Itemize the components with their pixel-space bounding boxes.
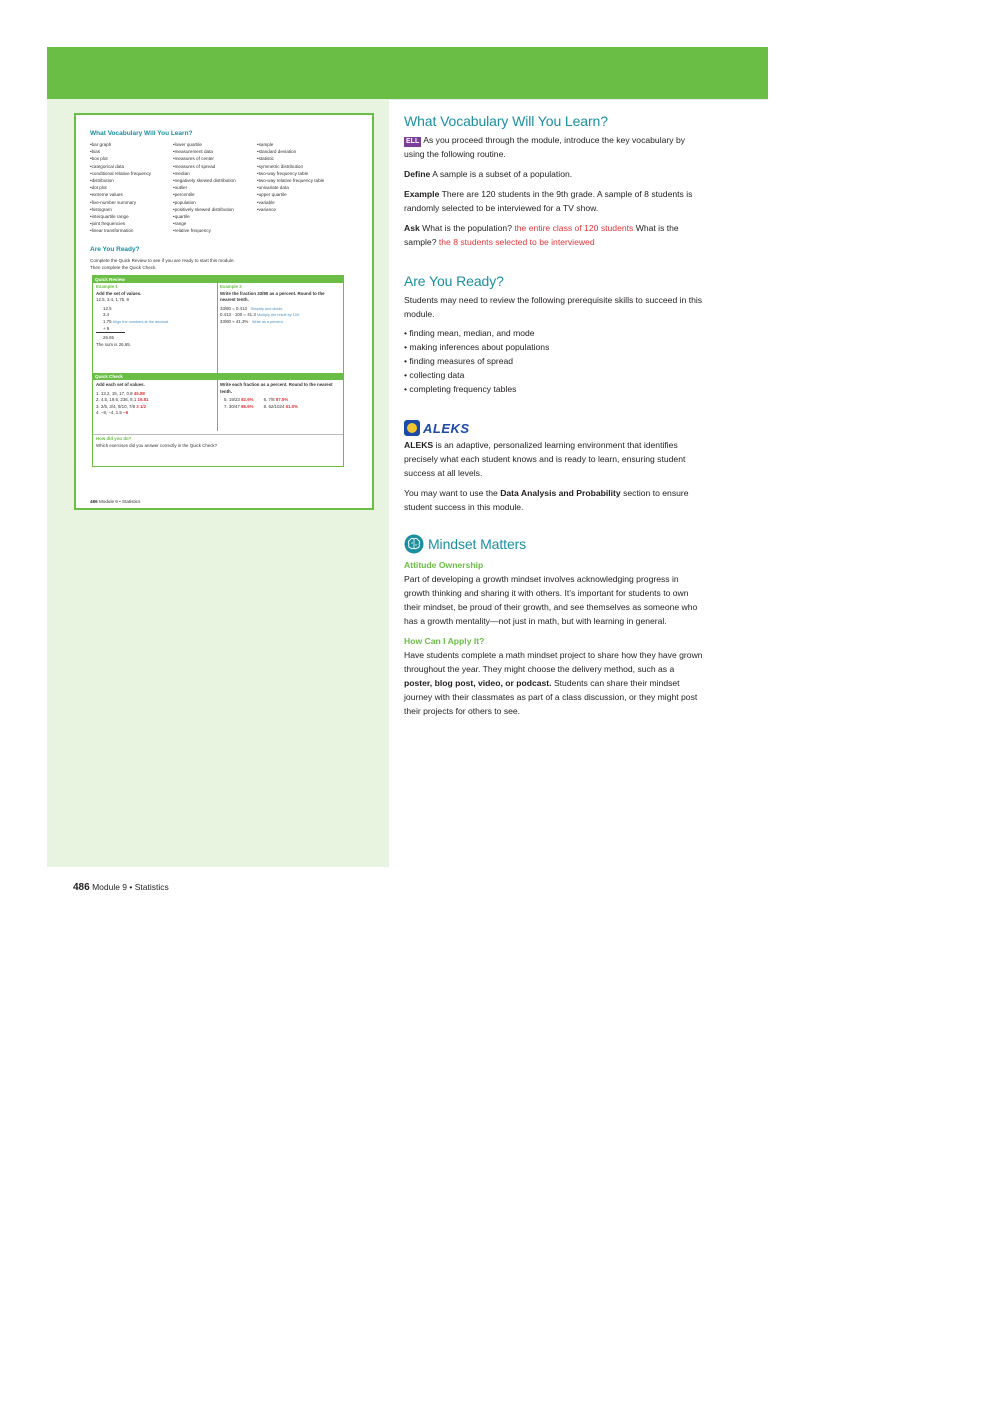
ask-answer: the 8 students selected to be interviewed xyxy=(438,237,595,247)
example-text: There are 120 students in the 9th grade. A sample of 8 students is randomly selected to be interviewed for a TV show. xyxy=(404,189,693,213)
mindset-text: Students can share their mindset journey with their classmates as part of a class discussion, or they might post their projects for others to see. xyxy=(404,678,698,716)
example-label: Example xyxy=(404,189,440,199)
vocab-term: • bar graph xyxy=(90,141,151,148)
vocab-term: • percentile xyxy=(173,191,236,198)
qc-answer: 3 1/2 xyxy=(136,403,147,409)
ex2-line: 0.413 · 100 = 41.3 xyxy=(220,312,256,318)
aleks-text: is an adaptive, personalized learning environment that identifies precisely what each student knows and is ready to learn, ensuring student success at all levels. xyxy=(404,440,686,478)
ex2-line: 33/80 ≈ 41.3% xyxy=(220,318,249,324)
qc2-prompt: Write each fraction as a percent. Round to the nearest tenth. xyxy=(220,382,333,394)
vocab-term: • box plot xyxy=(90,155,151,162)
qc-answer: 85.6% xyxy=(241,403,254,409)
mindset-section xyxy=(404,534,704,718)
vocab-term: • variable xyxy=(257,199,329,206)
ex2-prompt: Write the fraction 33/80 as a percent. Round to the nearest tenth. xyxy=(220,290,325,303)
mindset-subtitle-2: How Can I Apply It? xyxy=(404,636,485,646)
ex1-values: 12.5, 3.4, 1.75, 9 xyxy=(96,297,129,303)
aleks-text: section to ensure student success in this module. xyxy=(404,488,689,512)
vocab-term: • sample xyxy=(257,141,329,148)
student-page-thumbnail xyxy=(74,113,374,510)
mini-ready-line-1: Complete the Quick Review to see if you are ready to start this module. xyxy=(90,258,235,263)
ex1-line: + 9 xyxy=(96,326,125,334)
mindset-bold: poster, blog post, video, or podcast. xyxy=(404,678,552,688)
skill-item: • making inferences about populations xyxy=(404,340,704,354)
qc1-prompt: Add each set of values. xyxy=(96,382,145,387)
vocab-term: • standard deviation xyxy=(257,148,329,155)
qc-answer: 16.81 xyxy=(137,397,149,403)
ex2-note: Multiply the result by 100. xyxy=(257,313,301,318)
ex2-note: Write as a percent. xyxy=(251,319,284,324)
ask-label: Ask xyxy=(404,223,420,233)
vocab-intro: As you proceed through the module, introduce the key vocabulary by using the following routine. xyxy=(404,135,686,159)
ask-answer: the entire class of 120 students xyxy=(514,223,634,233)
ex2-note: Simplify and divide. xyxy=(250,306,284,311)
vocab-term: • outlier xyxy=(173,184,236,191)
vocab-term: • measurement data xyxy=(173,148,236,155)
mini-footer xyxy=(90,499,140,504)
vocab-term: • dot plot xyxy=(90,184,151,191)
vocab-term: • linear transformation xyxy=(90,227,151,234)
ready-title: Are You Ready? xyxy=(404,273,504,289)
ex1-result: The sum is 26.65. xyxy=(96,341,131,347)
vocab-term: • distribution xyxy=(90,177,151,184)
qc-answer: 61.0% xyxy=(285,403,299,409)
vocab-term: • variance xyxy=(257,206,329,213)
skill-item: • completing frequency tables xyxy=(404,382,704,396)
vocab-term: • conditional relative frequency xyxy=(90,170,151,177)
example-1 xyxy=(96,284,214,348)
aleks-logo xyxy=(404,420,704,436)
qc-answer: 87.5% xyxy=(275,397,289,403)
vocab-term: • median xyxy=(173,170,236,177)
mini-page-num: 486 xyxy=(90,499,98,504)
qc-item: 7. 30/47 xyxy=(224,403,240,409)
define-label: Define xyxy=(404,169,431,179)
vocab-term: • population xyxy=(173,199,236,206)
howdid-question: Which exercises did you answer correctly in the Quick Check? xyxy=(96,442,218,448)
vocab-term: • two-way relative frequency table xyxy=(257,177,329,184)
table-divider xyxy=(217,380,218,431)
define-text: A sample is a subset of a population. xyxy=(432,169,573,179)
vocab-term: • univariate data xyxy=(257,184,329,191)
mini-vocab-list-2 xyxy=(173,141,236,235)
ell-badge: ELL xyxy=(406,138,420,145)
vocab-term: • joint frequencies xyxy=(90,220,151,227)
qc-item: 2. 4.5, 19.5, 236, 8.1 xyxy=(96,397,137,403)
qc-item: 1. 13.2, 15, 17, 0.8 xyxy=(96,390,133,396)
qc-answer: 45.88 xyxy=(133,390,145,396)
mini-vocab-list-1 xyxy=(90,141,151,235)
ex1-note: Align the numbers at the decimal. xyxy=(112,319,170,324)
vocab-term: • measures of spread xyxy=(173,163,236,170)
vocab-term: • histogram xyxy=(90,206,151,213)
quick-check-percent xyxy=(220,382,340,410)
vocab-term: • positively skewed distribution xyxy=(173,206,236,213)
skill-item: • finding mean, median, and mode xyxy=(404,326,704,340)
mini-ready-text xyxy=(90,257,320,271)
ex1-label: Example 1 xyxy=(96,284,118,289)
mini-quick-table xyxy=(92,275,344,467)
mini-ready-line-2: Then complete the Quick Check. xyxy=(90,265,157,270)
qc-item: 5. 19/23 xyxy=(224,397,240,403)
ex2-line: 33/80 = 0.413 xyxy=(220,305,247,311)
ex1-sum: 26.65 xyxy=(103,335,114,341)
vocab-term: • measures of center xyxy=(173,155,236,162)
vocab-term: • symmetric distribution xyxy=(257,163,329,170)
divider xyxy=(389,99,768,100)
quick-review-header: Quick Review xyxy=(93,276,343,283)
aleks-section xyxy=(404,420,704,514)
qc-item: 4. −8, −4, 1.5 xyxy=(96,410,122,416)
mini-vocab-title: What Vocabulary Will You Learn? xyxy=(90,130,193,137)
mini-ready-title: Are You Ready? xyxy=(90,246,140,253)
qc-item: 6. 7/8 xyxy=(263,397,275,403)
ex1-prompt: Add the set of values. xyxy=(96,290,142,296)
vocab-term: • statistic xyxy=(257,155,329,162)
howdid-label: How did you do? xyxy=(96,436,132,441)
mindset-subtitle-1: Attitude Ownership xyxy=(404,560,484,570)
qc-answer: −6 xyxy=(123,410,129,416)
how-did-you-do xyxy=(96,436,336,449)
brain-icon xyxy=(404,534,424,554)
page-number: 486 xyxy=(73,882,90,893)
mini-footer-text: Module 9 • Statistics xyxy=(98,499,141,504)
vocab-term: • upper quartile xyxy=(257,191,329,198)
ex1-line: 3.4 xyxy=(103,312,110,318)
table-divider xyxy=(217,283,218,373)
quick-check-add xyxy=(96,382,214,417)
vocab-term: • interquartile range xyxy=(90,213,151,220)
vocab-term: • quartile xyxy=(173,213,236,220)
ex2-label: Example 2 xyxy=(220,284,242,289)
qc-answer: 82.6% xyxy=(241,397,254,403)
page-footer-text: Module 9 • Statistics xyxy=(92,882,169,892)
vocab-term: • relative frequency xyxy=(173,227,236,234)
page-footer xyxy=(73,882,169,893)
mindset-title: Mindset Matters xyxy=(428,536,527,552)
vocab-section xyxy=(404,113,704,249)
vocab-title: What Vocabulary Will You Learn? xyxy=(404,113,608,129)
aleks-text: You may want to use the xyxy=(404,488,498,498)
aleks-wordmark: ALEKS xyxy=(423,420,470,436)
header-bar xyxy=(47,47,768,99)
ask-question: What is the sample? xyxy=(404,223,679,247)
ex1-line: 1.75 xyxy=(103,318,112,324)
skill-item: • finding measures of spread xyxy=(404,354,704,368)
mindset-para-1: Part of developing a growth mindset involves acknowledging progress in growth thinking and sharing it with others. It’s important for students to own their mindset, be proud of their growth, and see themselves as someone who has a growth mentality—not just in math, but with learning in general. xyxy=(404,574,698,626)
ex1-line: 12.5 xyxy=(103,305,112,311)
mindset-text: Have students complete a math mindset project to share how they have grown throughout the year. They might choose the delivery method, such as a xyxy=(404,650,703,674)
how-divider xyxy=(93,434,343,435)
vocab-term: • range xyxy=(173,220,236,227)
vocab-term: • bias xyxy=(90,148,151,155)
vocab-term: • extreme values xyxy=(90,191,151,198)
qc-item: 8. 62/1024 xyxy=(263,403,285,409)
aleks-bold: ALEKS xyxy=(404,440,434,450)
ask-question: What is the population? xyxy=(422,223,512,233)
ready-intro: Students may need to review the following prerequisite skills to succeed in this module. xyxy=(404,295,703,319)
mini-vocab-list-3 xyxy=(257,141,329,213)
vocab-term: • negatively skewed distribution xyxy=(173,177,236,184)
vocab-term: • two-way frequency table xyxy=(257,170,329,177)
aleks-bold: Data Analysis and Probability xyxy=(500,488,621,498)
aleks-logo-icon xyxy=(404,420,420,436)
example-2 xyxy=(220,284,340,326)
vocab-term: • five-number summary xyxy=(90,199,151,206)
skills-list xyxy=(404,326,704,396)
qc-item: 3. 2/5, 3/4, 9/10, 7/8 xyxy=(96,403,136,409)
ready-section xyxy=(404,273,704,396)
quick-check-header: Quick Check xyxy=(93,373,343,380)
skill-item: • collecting data xyxy=(404,368,704,382)
vocab-term: • categorical data xyxy=(90,163,151,170)
vocab-term: • lower quartile xyxy=(173,141,236,148)
